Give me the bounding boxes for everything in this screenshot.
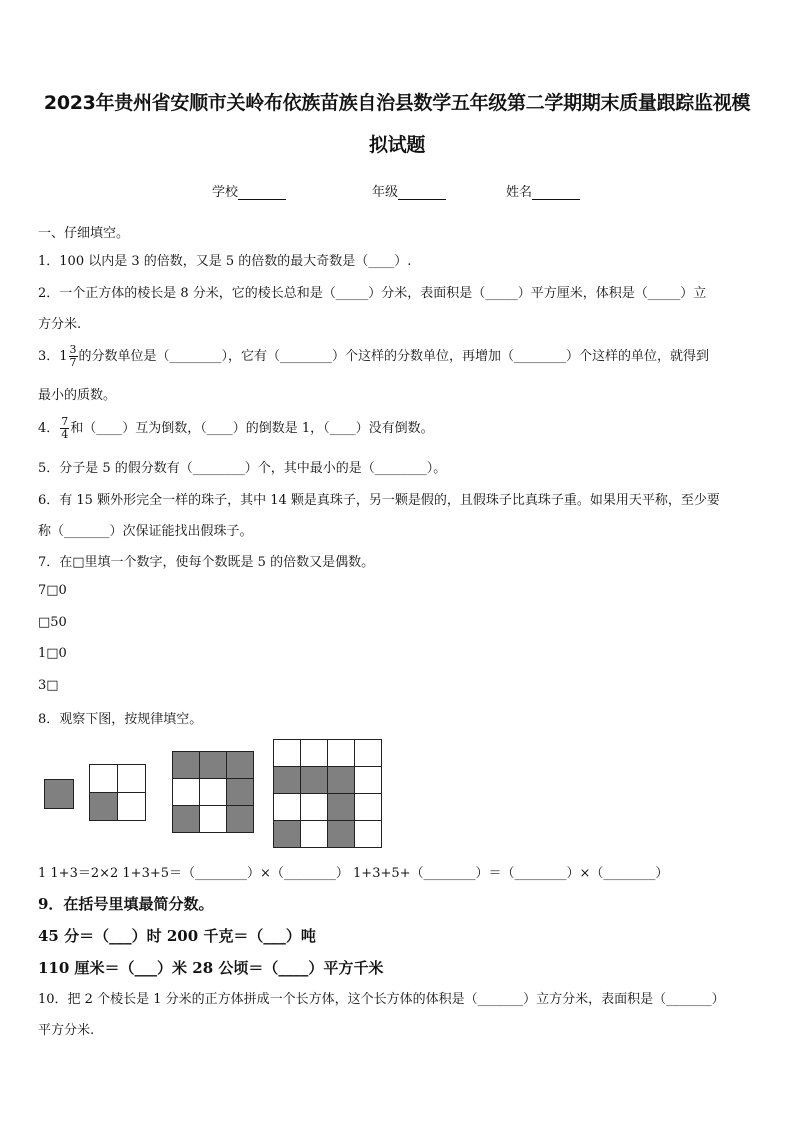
question-3-line1 — [38, 344, 709, 369]
figure-3-cell — [226, 805, 254, 833]
q7-item-3: 1□0 — [38, 646, 67, 661]
q4-prefix: 4． — [38, 421, 60, 436]
question-2-line1: 2．一个正方体的棱长是 8 分米，它的棱长总和是（_____）分米，表面积是（_____）平方厘米，体积是（_____）立 — [38, 286, 707, 301]
q4-fraction — [60, 416, 69, 441]
figure-4-cell — [354, 766, 382, 794]
figure-4-cell — [273, 820, 301, 848]
figure-4-cell — [300, 793, 328, 821]
question-2-line2: 方分米. — [38, 317, 82, 332]
figure-2-cell — [117, 764, 146, 793]
figure-4-cell — [300, 766, 328, 794]
figure-3-cell — [199, 751, 227, 779]
figure-4-cell — [273, 766, 301, 794]
question-10-line2: 平方分米. — [38, 1023, 95, 1038]
page-title-line2: 拟试题 — [368, 134, 426, 156]
question-6-line2: 称（_______）次保证能找出假珠子。 — [38, 524, 253, 539]
figure-3-cell — [226, 778, 254, 806]
q3-denominator: 7 — [69, 356, 77, 369]
figure-4-cell — [300, 820, 328, 848]
section-heading: 一、仔细填空。 — [38, 226, 130, 241]
school-blank[interactable] — [238, 185, 286, 200]
q4-denominator: 4 — [61, 428, 69, 441]
q4-text: 和（____）互为倒数，（____）的倒数是 1，（____）没有倒数。 — [70, 421, 434, 436]
figure-4-cell — [354, 793, 382, 821]
question-6-line1: 6．有 15 颗外形完全一样的珠子，其中 14 颗是真珠子，另一颗是假的，且假珠子比真珠子重。如果用天平称，至少要 — [38, 493, 720, 508]
figure-4-cell — [327, 793, 355, 821]
page-title-line1: 2023年贵州省安顺市关岭布依族苗族自治县数学五年级第二学期期末质量跟踪监视模 — [43, 92, 751, 114]
q3-fraction — [69, 344, 78, 369]
question-7: 7．在□里填一个数字，使每个数既是 5 的倍数又是偶数。 — [38, 555, 375, 570]
name-field — [506, 181, 580, 200]
q7-item-2: □50 — [38, 615, 67, 630]
q7-item-1: 7□0 — [38, 583, 67, 598]
q9-line1: 45 分＝（___）时 200 千克＝（___）吨 — [38, 927, 316, 945]
school-field — [212, 181, 286, 200]
figure-4-cell — [327, 766, 355, 794]
figure-2-cell — [89, 764, 118, 793]
figure-4-cell — [327, 820, 355, 848]
q9-line2: 110 厘米＝（___）米 28 公顷＝（____）平方千米 — [38, 959, 384, 977]
question-10-line1: 10．把 2 个棱长是 1 分米的正方体拼成一个长方体，这个长方体的体积是（_______）立方分米，表面积是（_______） — [38, 992, 725, 1007]
q8-formula: 1 1+3＝2×2 1+3+5＝（________）×（________） 1+3+5+（________）＝（________）×（________） — [38, 866, 669, 881]
question-8: 8．观察下图，按规律填空。 — [38, 712, 203, 727]
figure-4-cell — [273, 739, 301, 767]
figure-3-cell — [172, 778, 200, 806]
figure-3-cell — [226, 751, 254, 779]
figure-2-cell — [117, 792, 146, 821]
q4-numerator: 7 — [61, 415, 69, 428]
name-blank[interactable] — [532, 185, 580, 200]
question-3-line2: 最小的质数。 — [38, 388, 117, 403]
figure-3-cell — [199, 778, 227, 806]
question-9: 9．在括号里填最简分数。 — [38, 895, 214, 913]
figure-4-cell — [327, 739, 355, 767]
figure-4-cell — [354, 820, 382, 848]
question-4 — [38, 416, 434, 441]
school-label: 学校 — [212, 185, 239, 200]
q3-text: 的分数单位是（________），它有（________）个这样的分数单位，再增加（________）个这样的单位，就得到 — [78, 349, 710, 364]
figure-3-cell — [199, 805, 227, 833]
figure-3-cell — [172, 751, 200, 779]
figure-4-cell — [300, 739, 328, 767]
figure-3-cell — [172, 805, 200, 833]
figure-4-cell — [354, 739, 382, 767]
grade-field — [372, 181, 446, 200]
q7-item-4: 3□ — [38, 678, 59, 693]
question-1: 1．100 以内是 3 的倍数，又是 5 的倍数的最大奇数是（____）. — [38, 254, 412, 269]
figure-2-cell — [89, 792, 118, 821]
q3-prefix: 3．1 — [38, 349, 68, 364]
name-label: 姓名 — [506, 185, 533, 200]
grade-label: 年级 — [372, 185, 399, 200]
figure-4-cell — [273, 793, 301, 821]
question-5: 5．分子是 5 的假分数有（________）个，其中最小的是（________）。 — [38, 461, 447, 476]
q3-numerator: 3 — [69, 343, 77, 356]
figure-1-cell — [44, 779, 74, 809]
grade-blank[interactable] — [398, 185, 446, 200]
